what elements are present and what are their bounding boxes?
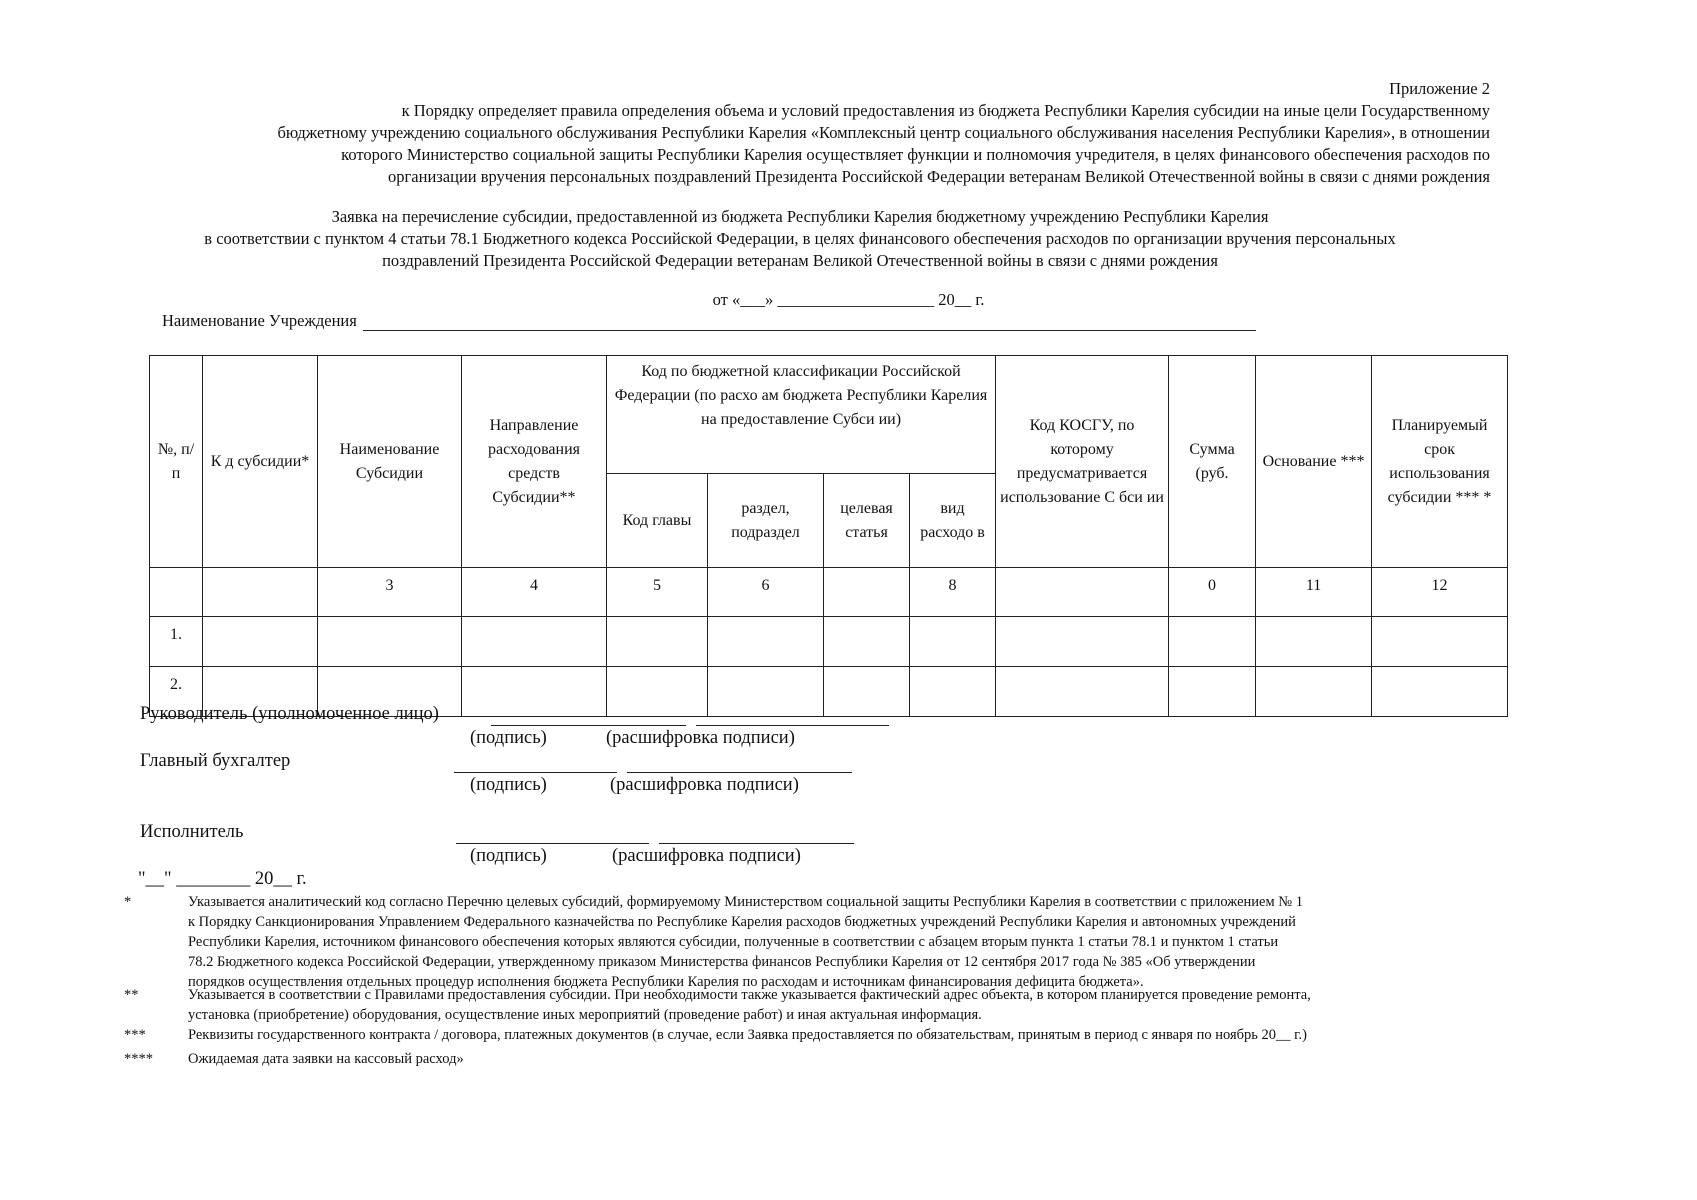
table-cell[interactable] [1372, 667, 1508, 717]
footnote-line: Указывается аналитический код согласно Перечню целевых субсидий, формируемому Министерством социальной защиты Республики Карелия в соответствии с приложением № 1 [188, 894, 1303, 910]
table-cell[interactable] [203, 617, 318, 667]
header-budget-classification: Код по бюджетной классификации Российской Федерации (по расхо ам бюджета Республики Карелия на предоставление Субси ии) [607, 356, 996, 474]
accountant-label: Главный бухгалтер [140, 751, 291, 771]
preamble-line: организации вручения персональных поздравлений Президента Российской Федерации ветеранам Великой Отечественной войны в связи с днями рождения [388, 167, 1490, 186]
request-date-line: от «___» ___________________ 20__ г. [712, 290, 985, 309]
signature-caption: (подпись) [470, 728, 547, 748]
row-number: 2. [150, 667, 203, 717]
table-cell[interactable] [607, 617, 708, 667]
head-decoding-line[interactable] [696, 724, 889, 726]
column-number [996, 568, 1169, 617]
table-cell[interactable] [607, 667, 708, 717]
row-number: 1. [150, 617, 203, 667]
executor-label: Исполнитель [140, 822, 244, 842]
appendix-label: Приложение 2 [1389, 79, 1490, 98]
footnote-4 [188, 1049, 1498, 1069]
footnote-line: Указывается в соответствии с Правилами предоставления субсидии. При необходимости также указывается фактический адрес объекта, в котором планируется проведение ремонта, [188, 987, 1311, 1003]
footnote-mark: ** [124, 987, 139, 1003]
table-cell[interactable] [824, 617, 910, 667]
preamble-line: которого Министерство социальной защиты Республики Карелия осуществляет функции и полномочия учредителя, в целях финансового обеспечения расходов по [341, 145, 1490, 164]
header-expense-type: вид расходо в [910, 474, 996, 568]
footnote-line: Реквизиты государственного контракта / договора, платежных документов (в случае, если Заявка предоставляется по обязательствам, принятым в период с января по ноябрь 20__ г.) [188, 1027, 1307, 1043]
header-amount: Сумма (руб. [1169, 356, 1256, 568]
accountant-decoding-line[interactable] [627, 771, 852, 773]
footnote-line: установка (приобретение) оборудования, осуществление иных мероприятий (проведение работ) и иная актуальная информация. [188, 1007, 982, 1023]
table-cell[interactable] [462, 617, 607, 667]
header-number: №, п/ п [150, 356, 203, 568]
footnote-mark: **** [124, 1051, 153, 1067]
column-number: 5 [607, 568, 708, 617]
table-cell[interactable] [462, 667, 607, 717]
column-number: 12 [1372, 568, 1508, 617]
footnote-line: Ожидаемая дата заявки на кассовый расход» [188, 1051, 464, 1067]
footnote-mark: *** [124, 1027, 146, 1043]
column-number-row [150, 568, 1508, 617]
document-title [100, 206, 1500, 272]
institution-name-line [162, 311, 1256, 331]
table-cell[interactable] [1169, 617, 1256, 667]
footnote-line: 78.2 Бюджетного кодекса Российской Федерации, утвержденному приказом Министерства финансов Республики Карелия от 12 сентября 2017 года № 385 «Об утверждении [188, 954, 1256, 970]
column-number [824, 568, 910, 617]
table-cell[interactable] [1372, 617, 1508, 667]
executor-signature-line[interactable] [456, 842, 649, 844]
footnote-2 [188, 985, 1498, 1025]
title-line: в соответствии с пунктом 4 статьи 78.1 Бюджетного кодекса Российской Федерации, в целях финансового обеспечения расходов по организации вручения персональных [204, 229, 1396, 248]
header-chapter-code: Код главы [607, 474, 708, 568]
footnote-line: порядков осуществления отдельных процедур исполнения бюджета Республики Карелия по расходам и источникам финансирования дефицита бюджета». [188, 974, 1144, 990]
preamble-line: бюджетному учреждению социального обслуживания Республики Карелия «Комплексный центр социального обслуживания населения Республики Карелия», в отношении [277, 123, 1490, 142]
decoding-caption: (расшифровка подписи) [606, 728, 795, 748]
institution-label: Наименование Учреждения [162, 311, 357, 330]
column-number: 8 [910, 568, 996, 617]
table-cell[interactable] [1256, 667, 1372, 717]
table-cell[interactable] [910, 667, 996, 717]
column-number: 11 [1256, 568, 1372, 617]
footnote-line: к Порядку Санкционирования Управлением Федерального казначейства по Республике Карелия расходов бюджетных учреждений Республики Карелия и автономных учреждений [188, 914, 1296, 930]
institution-name-field[interactable] [363, 316, 1256, 331]
table-row [150, 617, 1508, 667]
header-subsidy-name: Наименование Субсидии [318, 356, 462, 568]
table-cell[interactable] [910, 617, 996, 667]
signature-caption: (подпись) [470, 846, 547, 866]
footnote-1 [188, 892, 1498, 992]
table-cell[interactable] [1256, 617, 1372, 667]
column-number [150, 568, 203, 617]
head-signature-line[interactable] [491, 724, 686, 726]
head-label: Руководитель (уполномоченное лицо) [140, 704, 439, 724]
column-number: 4 [462, 568, 607, 617]
header-planned-term: Планируемый срок использования субсидии *** * [1372, 356, 1508, 568]
executor-decoding-line[interactable] [659, 842, 854, 844]
title-line: поздравлений Президента Российской Федерации ветеранам Великой Отечественной войны в связи с днями рождения [382, 251, 1218, 270]
preamble-line: к Порядку определяет правила определения объема и условий предоставления из бюджета Республики Карелия субсидии на иные цели Государственному [401, 101, 1490, 120]
header-spending-direction: Направление расходования средств Субсидии** [462, 356, 607, 568]
header-kosgu-code: Код КОСГУ, по которому предусматривается использование С бси ии [996, 356, 1169, 568]
title-line: Заявка на перечисление субсидии, предоставленной из бюджета Республики Карелия бюджетному учреждению Республики Карелия [331, 207, 1269, 226]
footnote-mark: * [124, 894, 132, 910]
decoding-caption: (расшифровка подписи) [612, 846, 801, 866]
header-section: раздел, подраздел [708, 474, 824, 568]
header-target-article: целевая статья [824, 474, 910, 568]
footnote-3 [188, 1025, 1498, 1045]
table-cell[interactable] [996, 617, 1169, 667]
table-cell[interactable] [1169, 667, 1256, 717]
signature-date-line: "__" ________ 20__ г. [138, 869, 307, 889]
footnote-line: Республики Карелия, источником финансового обеспечения которых являются субсидии, полученные в соответствии с абзацем вторым пункта 1 статьи 78.1 и пунктом 1 статьи [188, 934, 1279, 950]
header-basis: Основание *** [1256, 356, 1372, 568]
decoding-caption: (расшифровка подписи) [610, 775, 799, 795]
column-number: 3 [318, 568, 462, 617]
accountant-signature-line[interactable] [454, 771, 617, 773]
column-number: 6 [708, 568, 824, 617]
column-number: 0 [1169, 568, 1256, 617]
signature-caption: (подпись) [470, 775, 547, 795]
column-number [203, 568, 318, 617]
table-cell[interactable] [318, 617, 462, 667]
subsidy-request-table [149, 355, 1508, 717]
appendix-preamble [130, 100, 1490, 188]
header-subsidy-code: К д субсидии* [203, 356, 318, 568]
table-cell[interactable] [708, 617, 824, 667]
table-cell[interactable] [996, 667, 1169, 717]
table-cell[interactable] [824, 667, 910, 717]
table-cell[interactable] [708, 667, 824, 717]
